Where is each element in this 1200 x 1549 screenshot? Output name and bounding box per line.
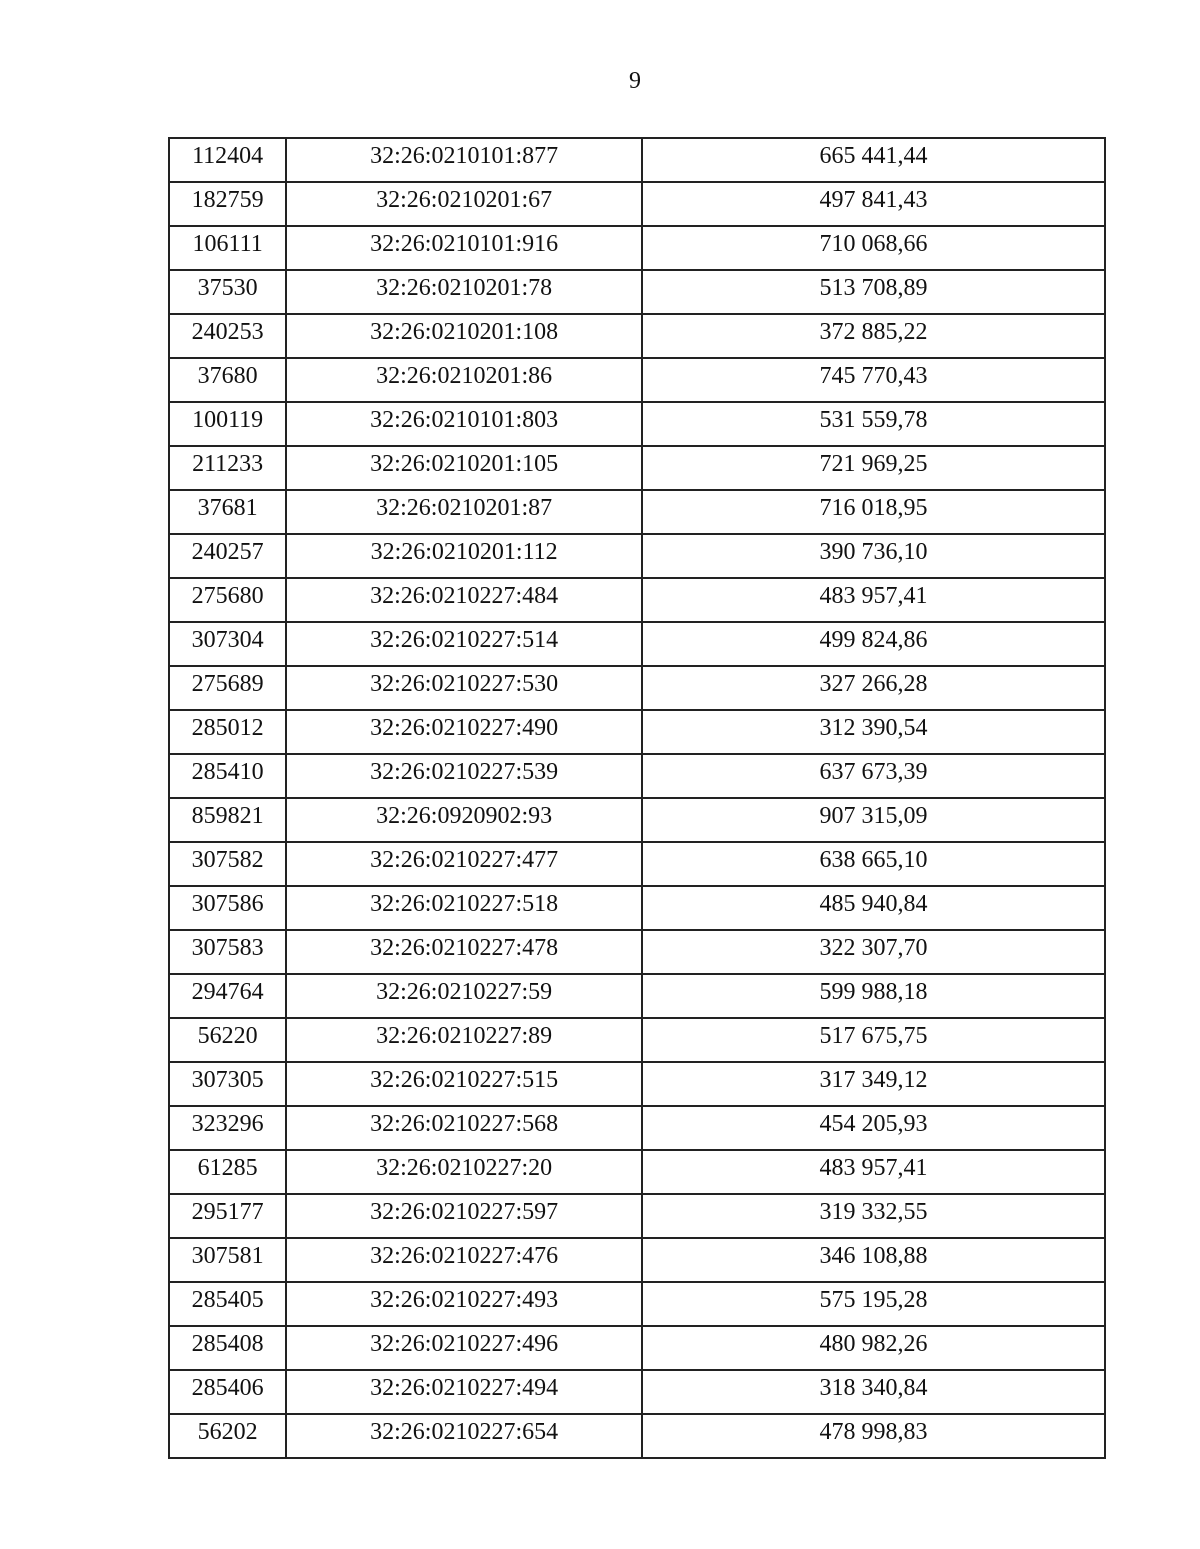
- cadastral-value-cell: 319 332,55: [642, 1194, 1105, 1238]
- object-id-cell: 294764: [169, 974, 286, 1018]
- table-row: [169, 754, 1105, 798]
- object-id-cell: 37680: [169, 358, 286, 402]
- table-row: [169, 402, 1105, 446]
- cadastral-value-cell: 638 665,10: [642, 842, 1105, 886]
- table-row: [169, 1414, 1105, 1458]
- cadastral-number-cell: 32:26:0210227:494: [286, 1370, 642, 1414]
- object-id-cell: 285405: [169, 1282, 286, 1326]
- table-row: [169, 710, 1105, 754]
- cadastral-number-cell: 32:26:0210201:112: [286, 534, 642, 578]
- object-id-cell: 240257: [169, 534, 286, 578]
- table-row: [169, 226, 1105, 270]
- object-id-cell: 211233: [169, 446, 286, 490]
- table-body: [169, 138, 1105, 1458]
- object-id-cell: 307583: [169, 930, 286, 974]
- object-id-cell: 106111: [169, 226, 286, 270]
- table-row: [169, 1238, 1105, 1282]
- object-id-cell: 307586: [169, 886, 286, 930]
- table-row: [169, 1282, 1105, 1326]
- cadastral-number-cell: 32:26:0210201:78: [286, 270, 642, 314]
- table-row: [169, 578, 1105, 622]
- cadastral-number-cell: 32:26:0210227:530: [286, 666, 642, 710]
- cadastral-value-cell: 485 940,84: [642, 886, 1105, 930]
- table-row: [169, 314, 1105, 358]
- cadastral-value-cell: 513 708,89: [642, 270, 1105, 314]
- object-id-cell: 56220: [169, 1018, 286, 1062]
- object-id-cell: 307581: [169, 1238, 286, 1282]
- object-id-cell: 182759: [169, 182, 286, 226]
- object-id-cell: 285012: [169, 710, 286, 754]
- table-row: [169, 1018, 1105, 1062]
- object-id-cell: 307305: [169, 1062, 286, 1106]
- cadastral-number-cell: 32:26:0210201:67: [286, 182, 642, 226]
- cadastral-number-cell: 32:26:0210227:654: [286, 1414, 642, 1458]
- cadastral-number-cell: 32:26:0210227:477: [286, 842, 642, 886]
- cadastral-number-cell: 32:26:0210227:476: [286, 1238, 642, 1282]
- cadastral-value-cell: 317 349,12: [642, 1062, 1105, 1106]
- table-row: [169, 798, 1105, 842]
- cadastral-value-cell: 322 307,70: [642, 930, 1105, 974]
- cadastral-value-cell: 721 969,25: [642, 446, 1105, 490]
- cadastral-number-cell: 32:26:0210201:108: [286, 314, 642, 358]
- table-row: [169, 358, 1105, 402]
- object-id-cell: 859821: [169, 798, 286, 842]
- object-id-cell: 295177: [169, 1194, 286, 1238]
- table-row: [169, 1370, 1105, 1414]
- cadastral-value-cell: 390 736,10: [642, 534, 1105, 578]
- table-row: [169, 974, 1105, 1018]
- object-id-cell: 240253: [169, 314, 286, 358]
- object-id-cell: 285406: [169, 1370, 286, 1414]
- cadastral-number-cell: 32:26:0210101:916: [286, 226, 642, 270]
- cadastral-value-cell: 483 957,41: [642, 1150, 1105, 1194]
- cadastral-number-cell: 32:26:0210227:518: [286, 886, 642, 930]
- object-id-cell: 275680: [169, 578, 286, 622]
- cadastral-value-cell: 499 824,86: [642, 622, 1105, 666]
- cadastral-value-cell: 497 841,43: [642, 182, 1105, 226]
- object-id-cell: 61285: [169, 1150, 286, 1194]
- cadastral-number-cell: 32:26:0210227:89: [286, 1018, 642, 1062]
- table-row: [169, 446, 1105, 490]
- cadastral-value-cell: 372 885,22: [642, 314, 1105, 358]
- object-id-cell: 100119: [169, 402, 286, 446]
- cadastral-value-table: [168, 137, 1106, 1459]
- cadastral-value-cell: 318 340,84: [642, 1370, 1105, 1414]
- table-row: [169, 842, 1105, 886]
- table-row: [169, 1194, 1105, 1238]
- table-row: [169, 1326, 1105, 1370]
- cadastral-value-cell: 480 982,26: [642, 1326, 1105, 1370]
- cadastral-number-cell: 32:26:0210227:568: [286, 1106, 642, 1150]
- table-row: [169, 138, 1105, 182]
- cadastral-value-cell: 637 673,39: [642, 754, 1105, 798]
- object-id-cell: 37530: [169, 270, 286, 314]
- object-id-cell: 56202: [169, 1414, 286, 1458]
- object-id-cell: 37681: [169, 490, 286, 534]
- cadastral-number-cell: 32:26:0920902:93: [286, 798, 642, 842]
- table-row: [169, 490, 1105, 534]
- cadastral-number-cell: 32:26:0210227:493: [286, 1282, 642, 1326]
- table-row: [169, 1150, 1105, 1194]
- cadastral-value-cell: 483 957,41: [642, 578, 1105, 622]
- table-row: [169, 886, 1105, 930]
- cadastral-number-cell: 32:26:0210227:484: [286, 578, 642, 622]
- cadastral-value-cell: 710 068,66: [642, 226, 1105, 270]
- cadastral-value-cell: 327 266,28: [642, 666, 1105, 710]
- cadastral-number-cell: 32:26:0210227:539: [286, 754, 642, 798]
- cadastral-number-cell: 32:26:0210227:515: [286, 1062, 642, 1106]
- object-id-cell: 323296: [169, 1106, 286, 1150]
- table-row: [169, 622, 1105, 666]
- table-row: [169, 930, 1105, 974]
- table-row: [169, 182, 1105, 226]
- cadastral-value-cell: 454 205,93: [642, 1106, 1105, 1150]
- object-id-cell: 307582: [169, 842, 286, 886]
- table-row: [169, 1106, 1105, 1150]
- cadastral-value-cell: 312 390,54: [642, 710, 1105, 754]
- page-number: 9: [629, 68, 641, 94]
- cadastral-number-cell: 32:26:0210227:59: [286, 974, 642, 1018]
- object-id-cell: 307304: [169, 622, 286, 666]
- cadastral-value-cell: 907 315,09: [642, 798, 1105, 842]
- cadastral-number-cell: 32:26:0210201:105: [286, 446, 642, 490]
- table-row: [169, 666, 1105, 710]
- cadastral-value-cell: 346 108,88: [642, 1238, 1105, 1282]
- cadastral-number-cell: 32:26:0210101:877: [286, 138, 642, 182]
- cadastral-value-cell: 531 559,78: [642, 402, 1105, 446]
- cadastral-value-cell: 716 018,95: [642, 490, 1105, 534]
- cadastral-value-cell: 665 441,44: [642, 138, 1105, 182]
- object-id-cell: 285408: [169, 1326, 286, 1370]
- object-id-cell: 275689: [169, 666, 286, 710]
- cadastral-number-cell: 32:26:0210101:803: [286, 402, 642, 446]
- cadastral-value-cell: 575 195,28: [642, 1282, 1105, 1326]
- cadastral-number-cell: 32:26:0210227:490: [286, 710, 642, 754]
- cadastral-number-cell: 32:26:0210201:86: [286, 358, 642, 402]
- cadastral-number-cell: 32:26:0210201:87: [286, 490, 642, 534]
- cadastral-number-cell: 32:26:0210227:496: [286, 1326, 642, 1370]
- cadastral-value-cell: 599 988,18: [642, 974, 1105, 1018]
- cadastral-number-cell: 32:26:0210227:478: [286, 930, 642, 974]
- cadastral-value-cell: 517 675,75: [642, 1018, 1105, 1062]
- cadastral-number-cell: 32:26:0210227:597: [286, 1194, 642, 1238]
- object-id-cell: 112404: [169, 138, 286, 182]
- cadastral-number-cell: 32:26:0210227:514: [286, 622, 642, 666]
- object-id-cell: 285410: [169, 754, 286, 798]
- table-row: [169, 1062, 1105, 1106]
- cadastral-value-cell: 745 770,43: [642, 358, 1105, 402]
- cadastral-value-cell: 478 998,83: [642, 1414, 1105, 1458]
- table-row: [169, 270, 1105, 314]
- table-row: [169, 534, 1105, 578]
- cadastral-number-cell: 32:26:0210227:20: [286, 1150, 642, 1194]
